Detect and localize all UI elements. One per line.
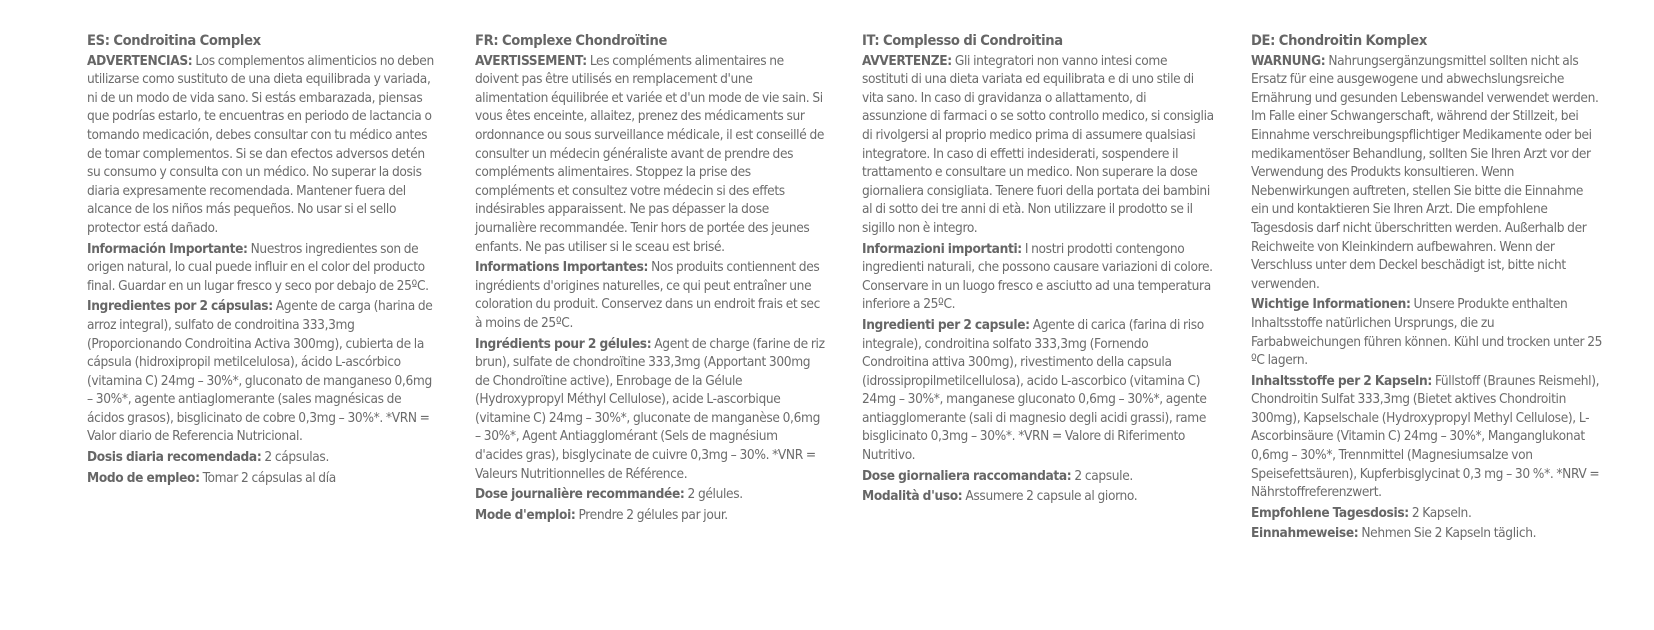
section-text: Nehmen Sie 2 Kapseln täglich. (1358, 525, 1537, 542)
section-daily-dose (1251, 504, 1603, 523)
section-directions (862, 487, 1214, 506)
section-text: Gli integratori non vanno intesi come sostituti di una dieta variata ed equilibrata e di uno stile di vita sano. In caso di gravidanza o allattamento, di assunzione di farmaci o se sotto controllo medico, si consiglia di rivolgersi al proprio medico prima di assumere qualsiasi integratore. In caso di effetti indesiderati, sospendere il trattamento e consultare un medico. Non superare la dose giornaliera consigliata. Tenere fuori della portata dei bambini al di sotto dei tre anni di età. Non utilizzare il prodotto se il sigillo non è integro. (862, 52, 1214, 236)
section-label: Modalità d'uso: (862, 488, 963, 505)
section-label: Dose giornaliera raccomandata: (862, 467, 1072, 484)
section-label: Ingredienti per 2 capsule: (862, 316, 1030, 333)
section-ingredients (1251, 372, 1603, 502)
column-es (87, 32, 439, 489)
section-text: Agent de charge (farine de riz brun), sulfate de chondroïtine 333,3mg (Apportant 300mg de Chondroïtine active), Enrobage de la Gélule (Hydroxypropyl Méthyl Cellulose), acide L-ascorbique (vitamine C) 24mg – 30%*, gluconate de manganèse 0,6mg – 30%*, Agent Antiagglomérant (Sels de magnésium d'acides gras), bisglycinate de cuivre 0,3mg – 30%. *VNR = Valeurs Nutritionnelles de Référence. (475, 335, 825, 482)
section-text: Assumere 2 capsule al giorno. (962, 488, 1138, 505)
section-label: WARNUNG: (1251, 52, 1326, 69)
section-text: 2 cápsulas. (261, 449, 329, 466)
section-important-info (1251, 295, 1603, 369)
section-text: Agente di carica (farina di riso integrale), condroitina solfato 333,3mg (Fornendo Condroitina attiva 300mg), rivestimento della capsula (idrossipropilmetilcellulosa), acido L-ascorbico (vitamina C) 24mg – 30%*, manganese gluconato 0,6mg – 30%*, agente antiagglomerante (sali di magnesio degli acidi grassi), rame bisglicinato 0,3mg – 30%*. *VRN = Valore di Riferimento Nutritivo. (862, 316, 1207, 464)
section-text: Agente de carga (harina de arroz integral), sulfato de condroitina 333,3mg (Proporcionando Condroitina Activa 300mg), cubierta de la cápsula (hidroxipropil metilcelulosa), ácido L-ascórbico (vitamina C) 24mg – 30%*, gluconato de manganeso 0,6mg – 30%*, agente antiaglomerante (sales magnésicas de ácidos grasos), bisglicinato de cobre 0,3mg – 30%*. *VRN = Valor diario de Referencia Nutricional. (87, 298, 433, 445)
section-text: 2 Kapseln. (1408, 504, 1472, 521)
section-label: Wichtige Informationen: (1251, 296, 1411, 313)
section-label: Inhaltsstoffe per 2 Kapseln: (1251, 372, 1432, 389)
section-warnings (87, 52, 439, 238)
section-text: Prendre 2 gélules par jour. (575, 506, 728, 523)
section-label: Ingrédients pour 2 gélules: (475, 335, 652, 352)
section-important-info (87, 240, 439, 296)
section-label: Información Importante: (87, 240, 248, 257)
column-title: FR: Complexe Chondroïtine (475, 32, 668, 49)
section-label: Dosis diaria recomendada: (87, 449, 262, 466)
section-text: Nuestros ingredientes son de origen natural, lo cual puede influir en el color del producto final. Guardar en un lugar fresco y seco por debajo de 25ºC. (87, 240, 429, 294)
section-daily-dose (862, 467, 1214, 486)
section-text: Les compléments alimentaires ne doivent pas être utilisés en remplacement d'une alimentation équilibrée et variée et d'un mode de vie sain. Si vous êtes enceinte, allaitez, prenez des médicaments sur ordonnance ou sous surveillance médicale, il est conseillé de consulter un médecin généraliste avant de prendre des compléments alimentaires. Stoppez la prise des compléments et consultez votre médecin si des effets indésirables apparaissent. Ne pas dépasser la dose journalière recommandée. Tenir hors de portée des jeunes enfants. Ne pas utiliser si le sceau est brisé. (475, 52, 825, 255)
column-fr (475, 32, 827, 526)
column-de (1251, 32, 1603, 545)
section-daily-dose (475, 485, 827, 504)
section-label: Einnahmeweise: (1251, 525, 1359, 542)
section-label: AVERTISSEMENT: (475, 52, 587, 69)
section-directions (87, 469, 439, 488)
section-text: 2 capsule. (1071, 467, 1133, 484)
section-ingredients (862, 316, 1214, 465)
section-text: Nos produits contiennent des ingrédients d'origines naturelles, ce qui peut entraîner une coloration du produit. Conservez dans un endroit frais et sec à moins de 25ºC. (475, 259, 820, 331)
section-text: Unsere Produkte enthalten Inhaltsstoffe natürlichen Ursprungs, die zu Farbabweichungen führen können. Kühl und trocken unter 25 ºC lagern. (1251, 296, 1603, 369)
section-label: Empfohlene Tagesdosis: (1251, 504, 1409, 521)
column-it (862, 32, 1214, 508)
section-important-info (475, 258, 827, 332)
section-label: Modo de empleo: (87, 469, 200, 486)
column-title: DE: Chondroitin Komplex (1251, 32, 1427, 49)
section-label: Ingredientes por 2 cápsulas: (87, 298, 273, 315)
column-title: ES: Condroitina Complex (87, 32, 261, 49)
section-warnings (475, 52, 827, 257)
section-directions (475, 506, 827, 525)
section-text: 2 gélules. (684, 486, 743, 503)
section-warnings (1251, 52, 1603, 294)
section-ingredients (475, 335, 827, 484)
section-important-info (862, 240, 1214, 314)
section-label: Informazioni importanti: (862, 240, 1022, 257)
section-label: Dose journalière recommandée: (475, 486, 685, 503)
section-label: Mode d'emploi: (475, 506, 576, 523)
column-title: IT: Complesso di Condroitina (862, 32, 1063, 49)
section-text: Nahrungsergänzungsmittel sollten nicht als Ersatz für eine ausgewogene und abwechslungsreiche Ernährung und gesunden Lebenswandel verwendet werden. Im Falle einer Schwangerschaft, während der Stillzeit, bei Einnahme verschreibungspflichtiger Medikamente oder bei medikamentöser Behandlung, sollten Sie Ihren Arzt vor der Verwendung des Produkts konsultieren. Wenn Nebenwirkungen auftreten, stellen Sie bitte die Einnahme ein und kontaktieren Sie Ihren Arzt. Die empfohlene Tagesdosis darf nicht überschritten werden. Außerhalb der Reichweite von Kleinkindern aufbewahren. Wenn der Verschluss unter dem Deckel beschädigt ist, bitte nicht verwenden. (1251, 52, 1599, 292)
section-text: Tomar 2 cápsulas al día (199, 469, 336, 486)
section-directions (1251, 524, 1603, 543)
section-text: I nostri prodotti contengono ingredienti naturali, che possono causare variazioni di colore. Conservare in un luogo fresco e asciutto ad una temperatura inferiore a 25ºC. (862, 240, 1213, 313)
section-label: AVVERTENZE: (862, 52, 952, 69)
section-daily-dose (87, 448, 439, 467)
section-label: ADVERTENCIAS: (87, 52, 193, 69)
section-ingredients (87, 297, 439, 446)
section-text: Los complementos alimenticios no deben utilizarse como sustituto de una dieta equilibrada y variada, ni de un modo de vida sano. Si estás embarazada, piensas que podrías estarlo, te encuentras en periodo de lactancia o tomando medicación, debes consultar con tu médico antes de tomar complementos. Si se dan efectos adversos detén su consumo y consulta con un médico. No superar la dosis diaria expresamente recomendada. Mantener fuera del alcance de los niños más pequeños. No usar si el sello protector está dañado. (87, 52, 434, 236)
section-text: Füllstoff (Braunes Reismehl), Chondroitin Sulfat 333,3mg (Bietet aktives Chondroitin 300mg), Kapselschale (Hydroxypropyl Methyl Cellulose), L-Ascorbinsäure (Vitamin C) 24mg – 30%*, Manganglukonat 0,6mg – 30%*, Trennmittel (Magnesiumsalze von Speisefettsäuren), Kupferbisglycinat 0,3 mg – 30 %*. *NRV = Nährstoffreferenzwert. (1251, 372, 1600, 501)
section-warnings (862, 52, 1214, 238)
section-label: Informations Importantes: (475, 259, 649, 276)
